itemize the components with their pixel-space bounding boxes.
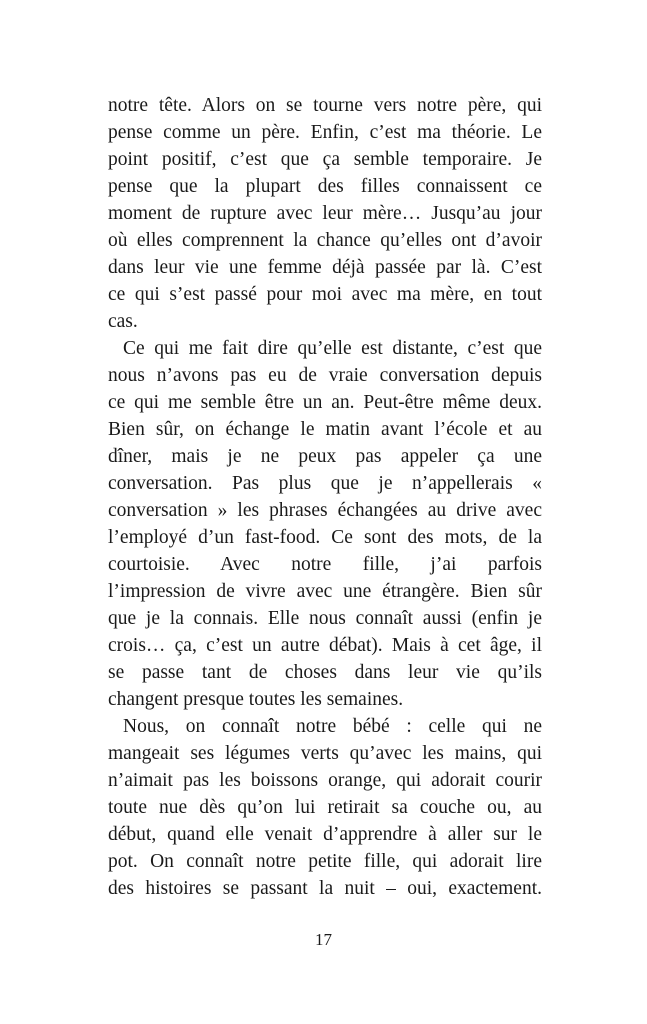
text-line: courtoisie. Avec notre fille, j’ai parfois <box>108 554 542 575</box>
text-line: que je la connais. Elle nous connaît aussi (enfin je <box>108 608 542 629</box>
text-line: des histoires se passant la nuit – oui, exactement. <box>108 878 542 899</box>
text-line: ce qui s’est passé pour moi avec ma mère, en tout <box>108 284 542 305</box>
text-line: Bien sûr, on échange le matin avant l’école et au <box>108 419 542 440</box>
text-line: Nous, on connaît notre bébé : celle qui ne <box>123 716 542 737</box>
text-line: Ce qui me fait dire qu’elle est distante, c’est que <box>123 338 542 359</box>
paragraph-2 <box>108 335 542 713</box>
text-line: toute nue dès qu’on lui retirait sa couche ou, au <box>108 797 542 818</box>
text-line: point positif, c’est que ça semble temporaire. Je <box>108 149 542 170</box>
text-line: crois… ça, c’est un autre débat). Mais à cet âge, il <box>108 635 542 656</box>
text-line: début, quand elle venait d’apprendre à aller sur le <box>108 824 542 845</box>
text-line: dans leur vie une femme déjà passée par là. C’est <box>108 257 542 278</box>
text-line: où elles comprennent la chance qu’elles ont d’avoir <box>108 230 542 251</box>
text-line: mangeait ses légumes verts qu’avec les mains, qui <box>108 743 542 764</box>
text-line: nous n’avons pas eu de vraie conversation depuis <box>108 365 542 386</box>
text-line: se passe tant de choses dans leur vie qu’ils <box>108 662 542 683</box>
text-line: notre tête. Alors on se tourne vers notre père, qui <box>108 95 542 116</box>
text-line: moment de rupture avec leur mère… Jusqu’au jour <box>108 203 542 224</box>
text-line: ce qui me semble être un an. Peut-être même deux. <box>108 392 542 413</box>
text-line: dîner, mais je ne peux pas appeler ça une <box>108 446 542 467</box>
text-line: n’aimait pas les boissons orange, qui adorait courir <box>108 770 542 791</box>
text-line: changent presque toutes les semaines. <box>108 689 404 710</box>
text-line: pense comme un père. Enfin, c’est ma théorie. Le <box>108 122 542 143</box>
page-body <box>108 92 542 952</box>
paragraph-1 <box>108 92 542 335</box>
text-line: pense que la plupart des filles connaissent ce <box>108 176 542 197</box>
text-line: pot. On connaît notre petite fille, qui adorait lire <box>108 851 542 872</box>
text-line: conversation » les phrases échangées au drive avec <box>108 500 542 521</box>
text-line: l’impression de vivre avec une étrangère. Bien sûr <box>108 581 542 602</box>
text-line: cas. <box>108 311 138 332</box>
page-number: 17 <box>315 930 332 949</box>
paragraph-3 <box>108 713 542 902</box>
text-line: conversation. Pas plus que je n’appellerais « <box>108 473 542 494</box>
text-line: l’employé d’un fast-food. Ce sont des mots, de la <box>108 527 542 548</box>
